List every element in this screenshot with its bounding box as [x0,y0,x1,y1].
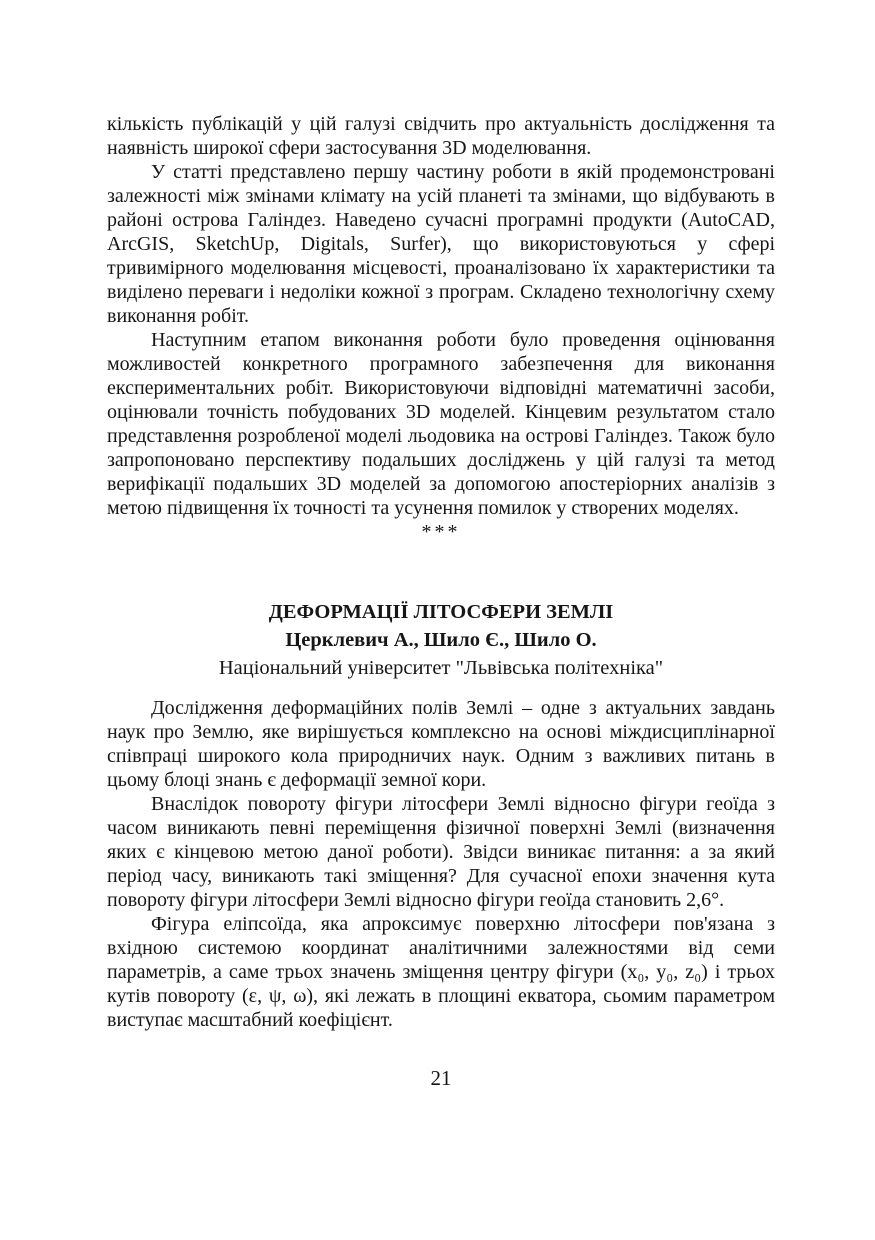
paragraph-intro-article-summary: У статті представлено першу частину роботи в якій продемонстровані залежності між змінами клімату на усій планеті та змінами, що відбувають в районі острова Галіндез. Наведено сучасні програмні продукти (AutoCAD, ArcGIS, SketchUp, Digitals, Surfer), що використовуються у сфері тривимірного моделювання місцевості, проаналізовано їх характеристики та виділено переваги і недоліки кожної з програм. Складено технологічну схему виконання робіт. [107,161,775,327]
section-separator: *** [421,521,461,543]
article-header [107,598,775,682]
paragraph-article-1: Дослідження деформаційних полів Землі – одне з актуальних завдань наук про Землю, яке вирішується комплексно на основі міждисциплінарної співпраці широкого кола природничих наук. Одним з важливих питань в цьому блоці знань є деформації земної кори. [107,697,775,791]
paragraph-intro-next-stage: Наступним етапом виконання роботи було проведення оцінювання можливостей конкретного програмного забезпечення для виконання експериментальних робіт. Використовуючи відповідні математичні засоби, оцінювали точність побудованих 3D моделей. Кінцевим результатом стало представлення розробленої моделі льодовика на острові Галіндез. Також було запропоновано перспективу подальших досліджень у цій галузі та метод верифікації подальших 3D моделей за допомогою апостеріорних аналізів з метою підвищення їх точності та усунення помилок у створених моделях. [107,329,775,519]
article-affiliation: Національний університет "Львівська політехніка" [218,657,664,679]
page [107,112,775,1090]
page-number: 21 [430,1066,452,1090]
paragraph-intro-continuation: кількість публікацій у цій галузі свідчить про актуальність дослідження та наявність широкої сфери застосування 3D моделювання. [107,113,775,159]
paragraph-article-3: Фігура еліпсоїда, яка апроксимує поверхню літосфери пов'язана з вхідною системою координат аналітичними залежностями від семи параметрів, а саме трьох значень зміщення центру фігури (x₀, y₀, z₀) і трьох кутів повороту (ε, ψ, ω), які лежать в площині екватора, сьомим параметром виступає масштабний коефіцієнт. [107,913,775,1031]
article-authors: Церклевич А., Шило Є., Шило О. [285,629,597,651]
paragraph-article-2: Внаслідок повороту фігури літосфери Землі відносно фігури геоїда з часом виникають певні переміщення фізичної поверхні Землі (визначення яких є кінцевою метою даної роботи). Звідси виникає питання: а за який період часу, виникають такі зміщення? Для сучасної епохи значення кута повороту фігури літосфери Землі відносно фігури геоїда становить 2,6°. [107,793,775,911]
article-title: ДЕФОРМАЦІЇ ЛІТОСФЕРИ ЗЕМЛІ [268,601,614,623]
article-body [107,696,775,1032]
